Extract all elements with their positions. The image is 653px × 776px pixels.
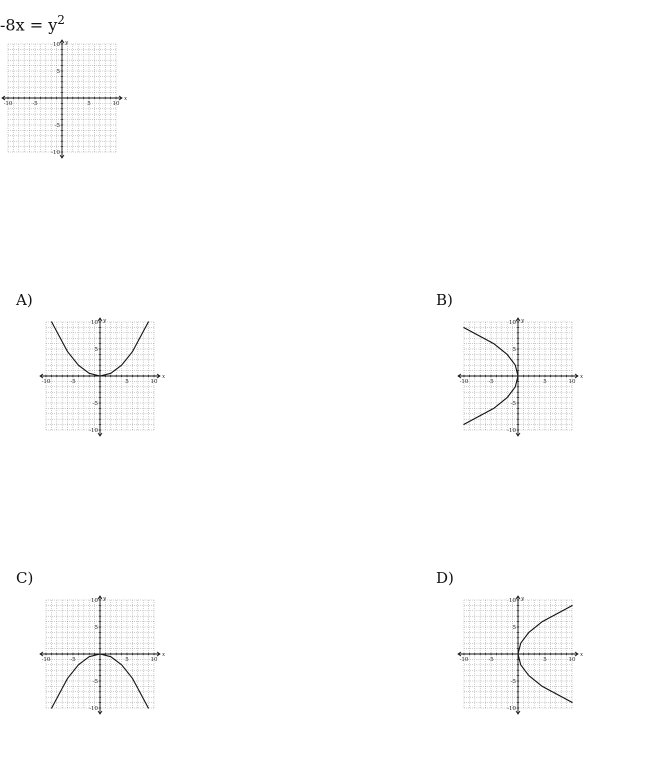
x-tick-label: -5 [70,657,76,663]
question-graph [0,36,130,164]
x-tick-label: 10 [150,657,158,663]
option-d-label[interactable]: D) [436,569,454,587]
x-tick-label: -5 [488,379,494,385]
x-tick-label: 10 [568,379,576,385]
equation-lhs: -8x = y [0,15,58,35]
x-tick-label: 5 [543,657,547,663]
x-tick-label: 5 [543,379,547,385]
y-tick-label: 10 [53,42,60,48]
x-tick-label: 5 [125,379,129,385]
x-axis-label: x [580,652,584,658]
y-tick-label: -5 [54,123,60,129]
y-tick-label: -5 [510,401,516,407]
x-tick-label: -10 [41,657,51,663]
y-tick-label: 5 [56,69,60,75]
option-c-label[interactable]: C) [16,569,34,587]
x-tick-label: 10 [112,101,120,107]
option-a-label[interactable]: A) [16,291,33,309]
y-tick-label: 5 [512,625,516,631]
x-tick-label: 10 [150,379,158,385]
x-axis-label: x [580,374,584,380]
y-tick-label: 10 [509,320,516,326]
y-axis-label: y [103,596,107,602]
y-tick-label: 10 [91,598,98,604]
y-tick-label: -5 [510,679,516,685]
option-a-graph[interactable] [38,314,168,442]
x-tick-label: -5 [32,101,38,107]
x-tick-label: 5 [125,657,129,663]
option-c-graph[interactable] [38,592,168,720]
y-tick-label: 5 [512,347,516,353]
y-axis-label: y [521,596,525,602]
x-tick-label: -10 [459,657,469,663]
y-axis-label: y [103,318,107,324]
y-tick-label: 10 [91,320,98,326]
y-axis-label: y [521,318,525,324]
y-tick-label: -10 [89,428,98,434]
option-d-graph[interactable] [456,592,586,720]
y-tick-label: 5 [94,625,98,631]
x-tick-label: -5 [70,379,76,385]
x-axis-label: x [162,374,166,380]
x-axis-label: x [124,96,128,102]
x-axis-label: x [162,652,166,658]
x-tick-label: -5 [488,657,494,663]
y-tick-label: -5 [92,679,98,685]
equation-exponent: 2 [57,13,65,27]
x-tick-label: 10 [568,657,576,663]
question-equation [0,10,65,35]
y-tick-label: -10 [507,428,516,434]
x-tick-label: -10 [3,101,13,107]
y-tick-label: -10 [89,706,98,712]
y-tick-label: -5 [92,401,98,407]
option-b-graph[interactable] [456,314,586,442]
x-tick-label: -10 [459,379,469,385]
y-tick-label: 5 [94,347,98,353]
x-tick-label: -10 [41,379,51,385]
x-tick-label: 5 [87,101,91,107]
option-b-label[interactable]: B) [436,291,453,309]
y-tick-label: -10 [51,150,60,156]
y-tick-label: 10 [509,598,516,604]
y-tick-label: -10 [507,706,516,712]
y-axis-label: y [65,40,69,46]
